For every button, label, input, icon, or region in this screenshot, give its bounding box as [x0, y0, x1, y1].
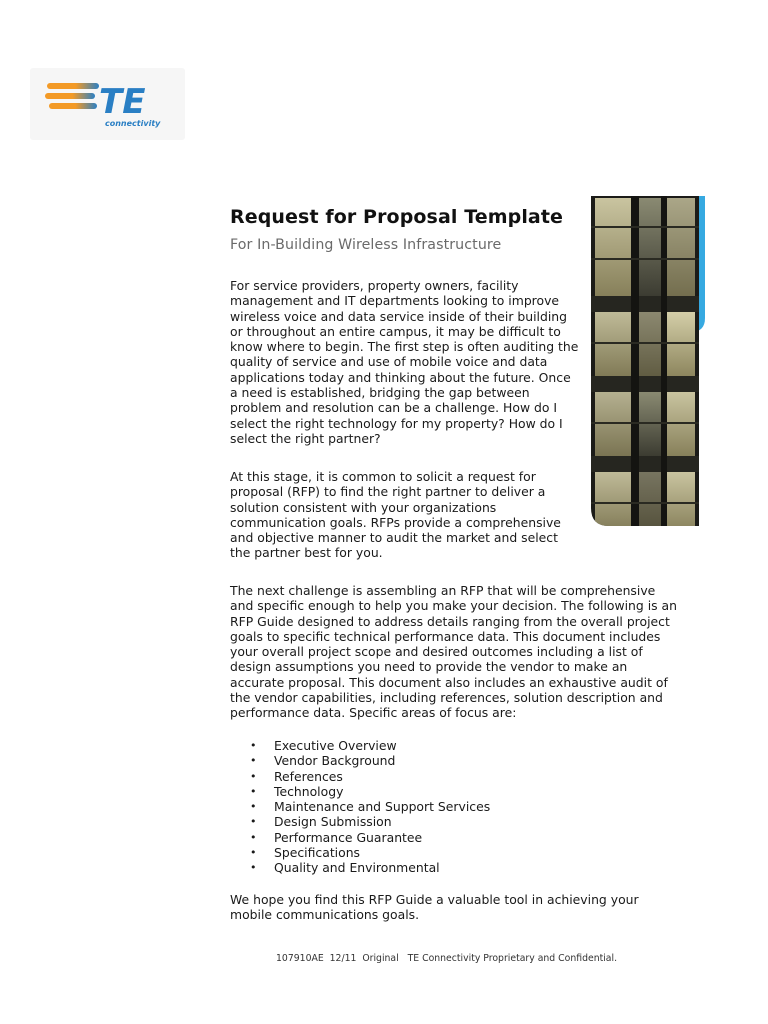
building-photo: [591, 196, 705, 539]
closing-paragraph: We hope you find this RFP Guide a valuable tool in achieving your mobile communications goals.: [230, 892, 639, 923]
challenge-paragraph: The next challenge is assembling an RFP that will be comprehensive and specific enough to help you make your decision. The following is an RFP Guide designed to address details ranging from the overall project goals to specific technical performance data. This document includes your overall project scope and desired outcomes including a list of design assumptions you need to provide the vendor to make an accurate proposal. This document also includes an exhaustive audit of the vendor capabilities, including references, solution description and performance data. Specific areas of focus are:: [230, 583, 677, 721]
te-connectivity-logo: [30, 68, 185, 140]
list-item: • Executive Overview: [250, 738, 397, 753]
intro-paragraph: For service providers, property owners, facility management and IT departments looking to improve wireless voice and data service inside of their building or throughout an entire campus, it may be difficult to know where to begin. The first step is often auditing the quality of service and use of mobile voice and data applications today and thinking about the future. Once a need is established, bridging the gap between problem and resolution can be a challenge. How do I select the right technology for my property? How do I select the right partner?: [230, 278, 579, 446]
bullet-icon: •: [250, 830, 257, 844]
list-item: • Maintenance and Support Services: [250, 799, 491, 815]
bullet-icon: •: [250, 739, 257, 752]
logo-tagline: connectivity: [105, 119, 161, 128]
bullet-icon: •: [250, 784, 257, 798]
list-item: • Quality and Environmental: [250, 860, 440, 876]
list-item: • Design Submission: [250, 814, 392, 830]
document-footer: 107910AE 12/11 Original TE Connectivity Proprietary and Confidential.: [276, 953, 618, 964]
list-item: • Specifications: [250, 845, 361, 861]
bullet-icon: •: [250, 815, 257, 829]
list-item: • Technology: [250, 783, 344, 799]
document-subtitle: For In-Building Wireless Infrastructure: [230, 237, 502, 253]
list-item: • References: [250, 768, 343, 784]
list-item: • Performance Guarantee: [250, 829, 423, 845]
list-item: • Vendor Background: [250, 753, 396, 769]
bullet-icon: •: [250, 800, 257, 814]
document-title: Request for Proposal Template: [230, 206, 564, 228]
bullet-icon: •: [250, 861, 257, 875]
bullet-icon: •: [250, 769, 257, 783]
logo-wordmark: TE: [99, 82, 146, 122]
bullet-icon: •: [250, 846, 257, 860]
rfp-paragraph: At this stage, it is common to solicit a request for proposal (RFP) to find the right partner to deliver a solution consistent with your organizations communication goals. RFPs provide a comprehensive and objective manner to audit the market and select the partner best for you.: [230, 469, 561, 561]
bullet-icon: •: [250, 754, 257, 768]
te-logo-mark: [30, 68, 185, 140]
focus-areas-list: [230, 738, 490, 876]
